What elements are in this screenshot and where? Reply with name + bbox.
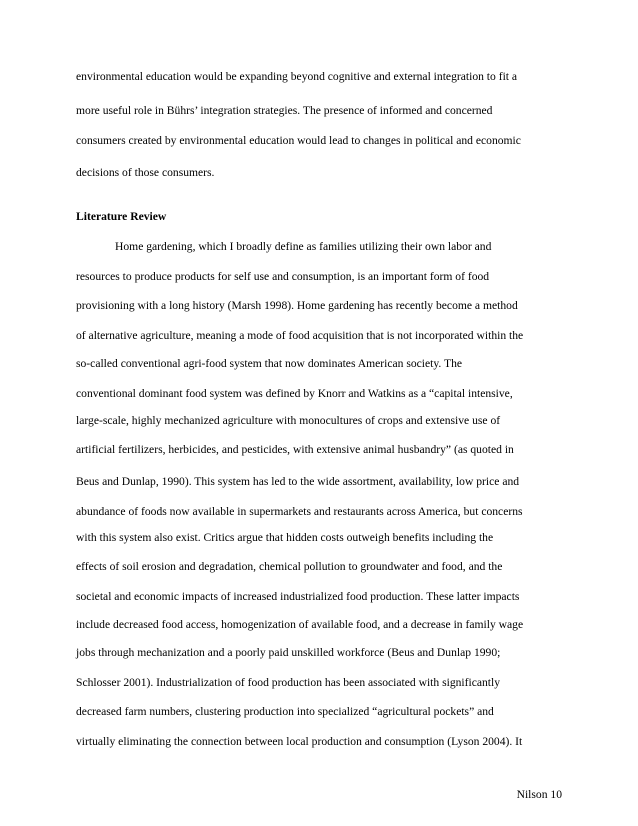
intro-paragraph-line: environmental education would be expanding beyond cognitive and external integration to fit a [76,70,518,83]
body-paragraph-line: Beus and Dunlap, 1990). This system has led to the wide assortment, availability, low price and [76,475,520,488]
body-paragraph-line: with this system also exist. Critics argue that hidden costs outweigh benefits including the [76,531,494,544]
body-paragraph-line: artificial fertilizers, herbicides, and pesticides, with extensive animal husbandry” (as quoted in [76,443,514,456]
body-paragraph-line: effects of soil erosion and degradation, chemical pollution to groundwater and food, and the [76,560,503,573]
body-paragraph-line: provisioning with a long history (Marsh 1998). Home gardening has recently become a method [76,299,518,312]
body-paragraph-line: large-scale, highly mechanized agriculture with monocultures of crops and extensive use of [76,414,501,427]
body-paragraph-line: Schlosser 2001). Industrialization of food production has been associated with significantly [76,676,501,689]
body-paragraph-line: jobs through mechanization and a poorly paid unskilled workforce (Beus and Dunlap 1990; [76,646,501,659]
body-paragraph-line: so-called conventional agri-food system that now dominates American society. The [76,357,463,370]
body-paragraph-line: of alternative agriculture, meaning a mode of food acquisition that is not incorporated within the [76,329,524,342]
page-number: Nilson 10 [516,788,562,801]
body-paragraph-line: resources to produce products for self use and consumption, is an important form of food [76,270,490,283]
body-paragraph-line: societal and economic impacts of increased industrialized food production. These latter impacts [76,590,520,603]
body-paragraph-line: conventional dominant food system was defined by Knorr and Watkins as a “capital intensive, [76,387,513,400]
body-paragraph-line: include decreased food access, homogenization of available food, and a decrease in family wage [76,618,524,631]
intro-paragraph-line: more useful role in Bührs’ integration strategies. The presence of informed and concerned [76,104,493,117]
intro-paragraph-line: consumers created by environmental education would lead to changes in political and economic [76,134,521,147]
body-paragraph-line: abundance of foods now available in supermarkets and restaurants across America, but concerns [76,505,523,518]
body-paragraph-line: Home gardening, which I broadly define as families utilizing their own labor and [115,240,492,253]
intro-paragraph-line: decisions of those consumers. [76,166,215,179]
body-paragraph-line: decreased farm numbers, clustering production into specialized “agricultural pockets” and [76,705,494,718]
section-heading: Literature Review [76,210,167,223]
body-paragraph-line: virtually eliminating the connection between local production and consumption (Lyson 2004). It [76,735,523,748]
